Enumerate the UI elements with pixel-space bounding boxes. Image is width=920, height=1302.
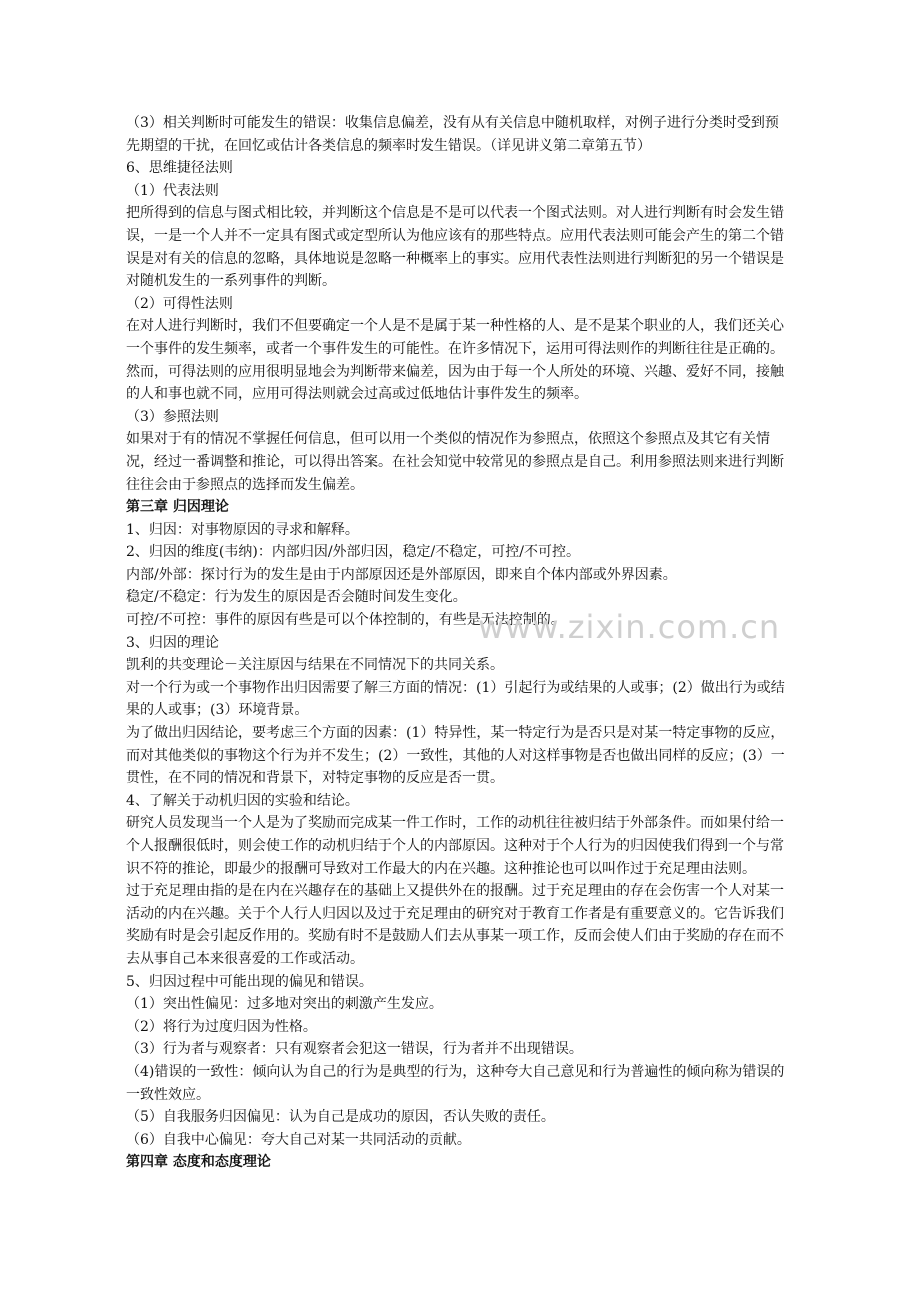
paragraph: 1、归因：对事物原因的寻求和解释。 bbox=[126, 521, 359, 538]
paragraph: （3）相关判断时可能发生的错误：收集信息偏差，没有从有关信息中随机取样，对例子进行分类时受到预先期望的干扰，在回忆或估计各类信息的频率时发生错误。（详见讲义第二章第五节） bbox=[126, 115, 779, 154]
list-item: （5）自我服务归因偏见：认为自己是成功的原因，否认失败的责任。 bbox=[126, 1109, 555, 1126]
paragraph: 内部/外部：探讨行为的发生是由于内部原因还是外部原因，即来自个体内部或外界因素。 bbox=[126, 566, 677, 583]
paragraph: 对一个行为或一个事物作出归因需要了解三方面的情况：(1）引起行为或结果的人或事；(2）做出行为或结果的人或事；(3）环境背景。 bbox=[126, 679, 785, 719]
chapter-heading: 第三章 归因理论 bbox=[126, 499, 229, 516]
list-item: （4)错误的一致性：倾向认为自己的行为是典型的行为，这种夸大自己意见和行为普遍性的倾向称为错误的一致性效应。 bbox=[126, 1063, 785, 1103]
paragraph: 凯利的共变理论－关注原因与结果在不同情况下的共同关系。 bbox=[126, 657, 504, 674]
section-heading: 4、了解关于动机归因的实验和结论。 bbox=[126, 792, 359, 809]
subsection-heading: （1）代表法则 bbox=[126, 182, 219, 199]
section-heading: 6、思维捷径法则 bbox=[126, 160, 233, 177]
list-item: （2）将行为过度归因为性格。 bbox=[126, 1018, 317, 1035]
watermark: www.zixin.com.cn bbox=[478, 608, 781, 646]
section-heading: 5、归因过程中可能出现的偏见和错误。 bbox=[126, 973, 373, 990]
list-item: （1）突出性偏见：过多地对突出的刺激产生发应。 bbox=[126, 996, 443, 1013]
chapter-heading: 第四章 态度和态度理论 bbox=[126, 1154, 271, 1171]
paragraph: 稳定/不稳定：行为发生的原因是否会随时间发生变化。 bbox=[126, 589, 467, 606]
section-heading: 3、归因的理论 bbox=[126, 634, 219, 651]
list-item: （3）行为者与观察者：只有观察者会犯这一错误，行为者并不出现错误。 bbox=[126, 1041, 583, 1058]
subsection-heading: （2）可得性法则 bbox=[126, 295, 233, 312]
paragraph: 2、归因的维度(韦纳)：内部归因/外部归因，稳定/不稳定，可控/不可控。 bbox=[126, 544, 580, 561]
paragraph: 把所得到的信息与图式相比较，并判断这个信息是不是可以代表一个图式法则。对人进行判断有时会发生错误，一是一个人并不一定具有图式或定型所认为他应该有的那些特点。应用代表法则可能会产生的第二个错误是对有关的信息的忽略，具体地说是忽略一种概率上的事实。应用代表性法则进行判断犯的另一个错误是对随机发生的一系列事件的判断。 bbox=[126, 205, 784, 290]
list-item: （6）自我中心偏见：夸大自己对某一共同活动的贡献。 bbox=[126, 1131, 471, 1148]
paragraph: 过于充足理由指的是在内在兴趣存在的基础上又提供外在的报酬。过于充足理由的存在会伤害一个人对某一活动的内在兴趣。关于个人行人归因以及过于充足理由的研究对于教育工作者是有重要意义的。它告诉我们奖励有时是会引起反作用的。奖励有时不是鼓励人们去从事某一项工作，反而会使人们由于奖励的存在而不去从事自己本来很喜爱的工作或活动。 bbox=[126, 883, 784, 967]
paragraph: 可控/不可控：事件的原因有些是可以个体控制的，有些是无法控制的。 bbox=[126, 612, 565, 629]
paragraph: 在对人进行判断时，我们不但要确定一个人是不是属于某一种性格的人、是不是某个职业的人，我们还关心一个事件的发生频率，或者一个事件发生的可能性。在许多情况下，运用可得法则作的判断往往是正确的。然而，可得法则的应用很明显地会为判断带来偏差，因为由于每一个人所处的环境、兴趣、爱好不同，接触的人和事也就不同，应用可得法则就会过高或过低地估计事件发生的频率。 bbox=[126, 318, 784, 403]
subsection-heading: （3）参照法则 bbox=[126, 408, 219, 425]
paragraph: 研究人员发现当一个人是为了奖励而完成某一件工作时，工作的动机往往被归结于外部条件。而如果付给一个人报酬很低时，则会使工作的动机归结于个人的内部原因。这种对于个人行为的归因使我们得到一个与常识不符的推论，即最少的报酬可导致对工作最大的内在兴趣。这种推论也可以叫作过于充足理由法则。 bbox=[126, 815, 784, 877]
paragraph: 为了做出归因结论，要考虑三个方面的因素：(1）特异性，某一特定行为是否只是对某一特定事物的反应，而对其他类似的事物这个行为并不发生；(2）一致性，其他的人对这样事物是否也做出同样的反应；(3）一贯性，在不同的情况和背景下，对特定事物的反应是否一贯。 bbox=[126, 725, 785, 787]
paragraph: 如果对于有的情况不掌握任何信息，但可以用一个类似的情况作为参照点，依照这个参照点及其它有关情况，经过一番调整和推论，可以得出答案。在社会知觉中较常见的参照点是自己。利用参照法则来进行判断往往会由于参照点的选择而发生偏差。 bbox=[126, 431, 784, 493]
